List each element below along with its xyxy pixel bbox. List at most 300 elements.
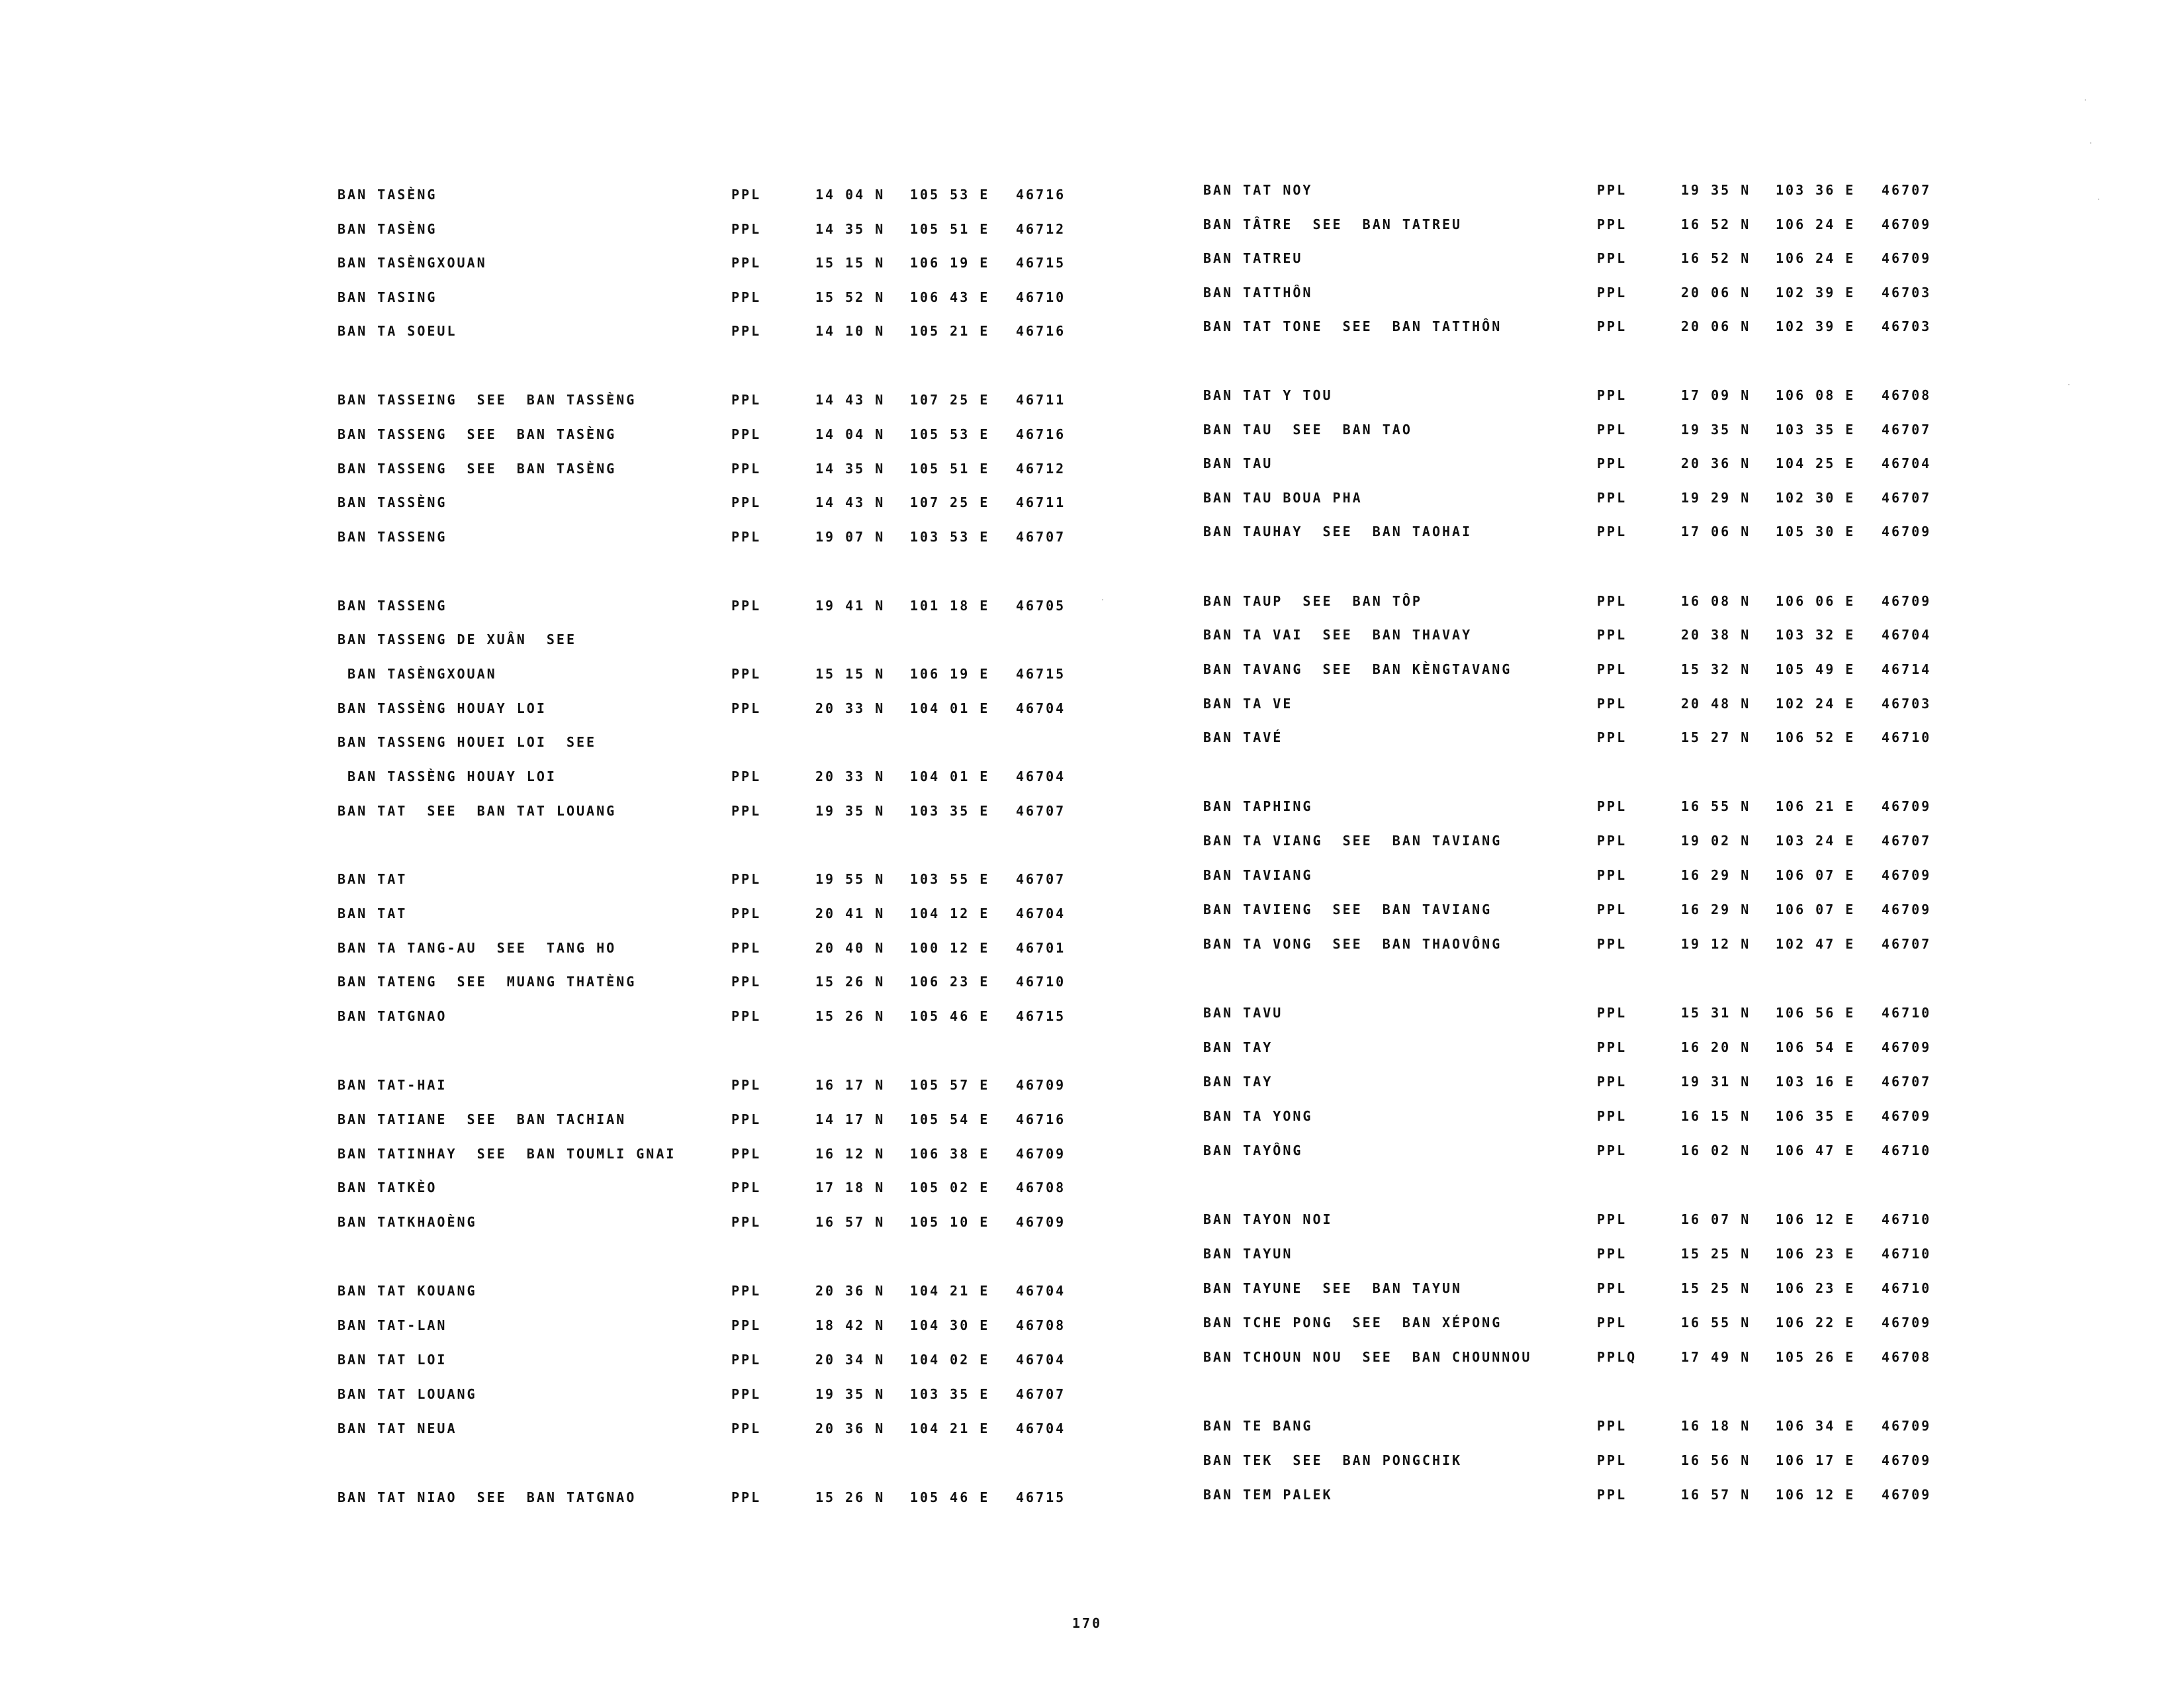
map-sheet: 46703 [1882,285,1932,301]
longitude: 105 30 E [1776,524,1856,539]
feature-code: PPL [1597,285,1627,301]
feature-code: PPL [1597,1108,1627,1124]
place-name: BAN TA YONG [1203,1108,1313,1124]
latitude: 16 17 N [815,1077,886,1093]
map-sheet: 46703 [1882,318,1932,334]
map-sheet: 46704 [1016,1352,1066,1368]
latitude: 16 52 N [1681,216,1751,232]
latitude: 20 06 N [1681,285,1751,301]
latitude: 14 04 N [815,426,886,442]
feature-code: PPL [1597,936,1627,952]
latitude: 15 15 N [815,255,886,271]
gazetteer-entry [1203,1418,1991,1444]
feature-code: PPL [731,221,762,237]
longitude: 105 02 E [910,1180,990,1196]
place-name: BAN TAT-LAN [338,1317,447,1333]
latitude: 17 49 N [1681,1349,1751,1365]
feature-code: PPL [1597,1039,1627,1055]
gazetteer-entry [338,1214,1125,1241]
place-name: BAN TAUHAY SEE BAN TAOHAI [1203,524,1473,539]
page-number: 170 [1072,1615,1103,1631]
gazetteer-entry [1203,593,1991,620]
feature-code: PPL [1597,455,1627,471]
map-sheet: 46704 [1016,906,1066,921]
longitude: 103 35 E [1776,422,1856,438]
longitude: 103 55 E [910,871,990,887]
gazetteer-entry [338,1489,1125,1516]
map-sheet: 46707 [1882,490,1932,506]
longitude: 107 25 E [910,392,990,408]
place-name: BAN TAT SEE BAN TAT LOUANG [338,803,617,819]
latitude: 16 07 N [1681,1211,1751,1227]
feature-code: PPL [731,940,762,956]
longitude: 102 30 E [1776,490,1856,506]
longitude: 106 54 E [1776,1039,1856,1055]
latitude: 20 38 N [1681,627,1751,643]
gazetteer-entry [1203,1211,1991,1238]
map-sheet: 46710 [1882,1211,1932,1227]
longitude: 105 54 E [910,1111,990,1127]
place-name: BAN TATENG SEE MUANG THATÈNG [338,974,637,990]
latitude: 20 36 N [1681,455,1751,471]
feature-code: PPL [1597,250,1627,266]
place-name: BAN TAT NEUA [338,1421,457,1436]
longitude: 105 57 E [910,1077,990,1093]
gazetteer-entry [338,666,1125,692]
place-name: BAN TAT TONE SEE BAN TATTHÔN [1203,318,1502,334]
map-sheet: 46704 [1882,455,1932,471]
map-sheet: 46715 [1016,255,1066,271]
latitude: 14 04 N [815,187,886,203]
map-sheet: 46714 [1882,661,1932,677]
longitude: 102 39 E [1776,285,1856,301]
latitude: 16 02 N [1681,1143,1751,1158]
map-sheet: 46708 [1016,1180,1066,1196]
gazetteer-entry [1203,936,1991,962]
gazetteer-entry [338,1008,1125,1035]
feature-code: PPL [1597,833,1627,849]
longitude: 106 34 E [1776,1418,1856,1434]
longitude: 103 32 E [1776,627,1856,643]
feature-code: PPL [1597,318,1627,334]
place-name: BAN TA VIANG SEE BAN TAVIANG [1203,833,1502,849]
place-name: BAN TASSEING SEE BAN TASSÈNG [338,392,637,408]
feature-code: PPL [1597,798,1627,814]
feature-code: PPL [731,1111,762,1127]
place-name: BAN TAT NIAO SEE BAN TATGNAO [338,1489,637,1505]
longitude: 106 23 E [910,974,990,990]
latitude: 15 26 N [815,1489,886,1505]
latitude: 16 18 N [1681,1418,1751,1434]
place-name: BAN TEK SEE BAN PONGCHIK [1203,1452,1463,1468]
feature-code: PPL [731,700,762,716]
gazetteer-entry [338,803,1125,829]
gazetteer-entry [1203,490,1991,516]
longitude: 100 12 E [910,940,990,956]
longitude: 106 12 E [1776,1211,1856,1227]
longitude: 105 51 E [910,461,990,477]
feature-code: PPL [1597,593,1627,609]
gazetteer-entry [1203,798,1991,825]
gazetteer-entry [1203,182,1991,209]
gazetteer-entry [1203,729,1991,756]
longitude: 106 24 E [1776,250,1856,266]
longitude: 103 16 E [1776,1074,1856,1090]
gazetteer-entry [338,392,1125,418]
place-name: BAN TAU [1203,455,1273,471]
longitude: 106 06 E [1776,593,1856,609]
latitude: 19 35 N [1681,182,1751,198]
latitude: 20 06 N [1681,318,1751,334]
latitude: 18 42 N [815,1317,886,1333]
longitude: 103 35 E [910,803,990,819]
feature-code: PPL [731,974,762,990]
place-name: BAN TE BANG [1203,1418,1313,1434]
feature-code: PPL [1597,867,1627,883]
gazetteer-entry [1203,661,1991,688]
feature-code: PPLQ [1597,1349,1637,1365]
map-sheet: 46707 [1016,529,1066,545]
gazetteer-entry [1203,1039,1991,1066]
feature-code: PPL [1597,627,1627,643]
map-sheet: 46715 [1016,1489,1066,1505]
gazetteer-entry [1203,216,1991,243]
place-name: BAN TÂTRE SEE BAN TATREU [1203,216,1463,232]
map-sheet: 46707 [1882,936,1932,952]
gazetteer-entry [338,187,1125,213]
feature-code: PPL [731,803,762,819]
longitude: 104 01 E [910,700,990,716]
place-name: BAN TASSENG DE XUÂN SEE [338,632,576,647]
feature-code: PPL [1597,490,1627,506]
feature-code: PPL [731,1146,762,1162]
feature-code: PPL [731,187,762,203]
map-sheet: 46704 [1016,700,1066,716]
place-name: BAN TASSENG SEE BAN TASÈNG [338,461,617,477]
latitude: 15 15 N [815,666,886,682]
longitude: 106 47 E [1776,1143,1856,1158]
place-name: BAN TAT Y TOU [1203,387,1333,403]
feature-code: PPL [731,1214,762,1230]
feature-code: PPL [731,392,762,408]
place-name: BAN TAT KOUANG [338,1283,477,1299]
map-sheet: 46709 [1882,1452,1932,1468]
latitude: 16 15 N [1681,1108,1751,1124]
place-name: BAN TAT LOUANG [338,1386,477,1402]
latitude: 19 31 N [1681,1074,1751,1090]
place-name: BAN TAT-HAI [338,1077,447,1093]
map-sheet: 46710 [1882,1143,1932,1158]
longitude: 105 53 E [910,187,990,203]
latitude: 15 52 N [815,289,886,305]
longitude: 106 24 E [1776,216,1856,232]
map-sheet: 46716 [1016,1111,1066,1127]
longitude: 105 46 E [910,1008,990,1024]
map-sheet: 46709 [1882,524,1932,539]
feature-code: PPL [1597,1315,1627,1331]
feature-code: PPL [1597,902,1627,917]
gazetteer-entry [1203,1487,1991,1513]
gazetteer-entry [338,1180,1125,1206]
gazetteer-entry [338,632,1125,658]
longitude: 106 52 E [1776,729,1856,745]
gazetteer-entry [1203,1246,1991,1272]
feature-code: PPL [1597,1452,1627,1468]
longitude: 106 19 E [910,255,990,271]
longitude: 104 12 E [910,906,990,921]
map-sheet: 46715 [1016,666,1066,682]
map-sheet: 46712 [1016,461,1066,477]
latitude: 16 12 N [815,1146,886,1162]
map-sheet: 46709 [1882,867,1932,883]
place-name: BAN TAY [1203,1039,1273,1055]
place-name: BAN TATIANE SEE BAN TACHIAN [338,1111,627,1127]
map-sheet: 46710 [1882,729,1932,745]
gazetteer-entry [338,494,1125,521]
place-name: BAN TATKÈO [338,1180,437,1196]
gazetteer-entry [338,323,1125,350]
gazetteer-entry [338,426,1125,453]
latitude: 15 25 N [1681,1280,1751,1296]
place-name: BAN TAYUN [1203,1246,1293,1262]
map-sheet: 46710 [1882,1005,1932,1021]
longitude: 104 25 E [1776,455,1856,471]
map-sheet: 46716 [1016,323,1066,339]
map-sheet: 46707 [1016,803,1066,819]
longitude: 102 47 E [1776,936,1856,952]
place-name: BAN TAPHING [1203,798,1313,814]
latitude: 19 07 N [815,529,886,545]
latitude: 17 06 N [1681,524,1751,539]
scan-speck [2085,99,2086,101]
map-sheet: 46701 [1016,940,1066,956]
longitude: 106 22 E [1776,1315,1856,1331]
latitude: 16 55 N [1681,798,1751,814]
place-name: BAN TAUP SEE BAN TÔP [1203,593,1422,609]
map-sheet: 46710 [1882,1246,1932,1262]
place-name: BAN TATGNAO [338,1008,447,1024]
place-name: BAN TAVANG SEE BAN KÈNGTAVANG [1203,661,1512,677]
map-sheet: 46709 [1016,1077,1066,1093]
place-name: BAN TAYON NOI [1203,1211,1333,1227]
place-name: BAN TA VAI SEE BAN THAVAY [1203,627,1473,643]
map-sheet: 46704 [1016,1421,1066,1436]
map-sheet: 46708 [1016,1317,1066,1333]
longitude: 106 17 E [1776,1452,1856,1468]
map-sheet: 46709 [1882,1487,1932,1503]
gazetteer-entry [338,221,1125,248]
latitude: 16 56 N [1681,1452,1751,1468]
gazetteer-entry [1203,250,1991,277]
latitude: 15 26 N [815,974,886,990]
map-sheet: 46712 [1016,221,1066,237]
latitude: 15 25 N [1681,1246,1751,1262]
latitude: 14 35 N [815,221,886,237]
gazetteer-entry [1203,318,1991,345]
latitude: 20 33 N [815,700,886,716]
longitude: 106 07 E [1776,867,1856,883]
map-sheet: 46709 [1016,1214,1066,1230]
place-name: BAN TAY [1203,1074,1273,1090]
gazetteer-entry [1203,627,1991,653]
latitude: 16 29 N [1681,902,1751,917]
gazetteer-entry [1203,902,1991,928]
map-sheet: 46709 [1882,216,1932,232]
longitude: 106 19 E [910,666,990,682]
map-sheet: 46707 [1882,833,1932,849]
place-name: BAN TAVU [1203,1005,1283,1021]
map-sheet: 46704 [1882,627,1932,643]
latitude: 16 55 N [1681,1315,1751,1331]
latitude: 17 18 N [815,1180,886,1196]
latitude: 20 34 N [815,1352,886,1368]
map-sheet: 46707 [1882,422,1932,438]
map-sheet: 46704 [1016,1283,1066,1299]
gazetteer-entry [1203,387,1991,414]
map-sheet: 46709 [1882,1315,1932,1331]
place-name: BAN TASSÈNG HOUAY LOI [338,700,547,716]
feature-code: PPL [731,289,762,305]
latitude: 16 57 N [815,1214,886,1230]
feature-code: PPL [731,1317,762,1333]
map-sheet: 46709 [1882,1418,1932,1434]
map-sheet: 46710 [1016,289,1066,305]
map-sheet: 46709 [1882,593,1932,609]
feature-code: PPL [731,1283,762,1299]
feature-code: PPL [731,1489,762,1505]
gazetteer-entry [338,598,1125,624]
latitude: 14 43 N [815,392,886,408]
place-name: BAN TASSENG [338,598,447,614]
place-name: BAN TATTHÔN [1203,285,1313,301]
gazetteer-entry [1203,696,1991,722]
feature-code: PPL [1597,524,1627,539]
map-sheet: 46703 [1882,696,1932,712]
feature-code: PPL [731,1386,762,1402]
map-sheet: 46708 [1882,387,1932,403]
feature-code: PPL [1597,1280,1627,1296]
map-sheet: 46707 [1016,871,1066,887]
feature-code: PPL [731,1077,762,1093]
longitude: 105 10 E [910,1214,990,1230]
map-sheet: 46710 [1882,1280,1932,1296]
longitude: 102 39 E [1776,318,1856,334]
latitude: 15 26 N [815,1008,886,1024]
map-sheet: 46709 [1882,1108,1932,1124]
gazetteer-entry [1203,1315,1991,1341]
feature-code: PPL [731,461,762,477]
latitude: 19 02 N [1681,833,1751,849]
map-sheet: 46709 [1016,1146,1066,1162]
gazetteer-entry [1203,1074,1991,1100]
gazetteer-entry [338,289,1125,316]
latitude: 16 52 N [1681,250,1751,266]
gazetteer-entry [1203,1143,1991,1169]
gazetteer-entry [338,1283,1125,1309]
latitude: 16 08 N [1681,593,1751,609]
feature-code: PPL [731,769,762,784]
latitude: 14 35 N [815,461,886,477]
gazetteer-entry [1203,1005,1991,1031]
scan-speck [2068,384,2070,385]
gazetteer-entry [1203,867,1991,894]
feature-code: PPL [1597,1211,1627,1227]
longitude: 102 24 E [1776,696,1856,712]
place-name: BAN TA TANG-AU SEE TANG HO [338,940,617,956]
latitude: 20 36 N [815,1421,886,1436]
feature-code: PPL [731,1008,762,1024]
place-name: BAN TAVÉ [1203,729,1283,745]
longitude: 105 46 E [910,1489,990,1505]
feature-code: PPL [1597,1074,1627,1090]
longitude: 105 51 E [910,221,990,237]
map-sheet: 46716 [1016,187,1066,203]
gazetteer-entry [1203,455,1991,482]
gazetteer-entry [338,1317,1125,1344]
scan-speck [2090,142,2091,144]
longitude: 105 26 E [1776,1349,1856,1365]
feature-code: PPL [731,906,762,921]
place-name: BAN TASSENG HOUEI LOI SEE [338,734,597,750]
gazetteer-entry [338,940,1125,966]
feature-code: PPL [731,666,762,682]
map-sheet: 46705 [1016,598,1066,614]
place-name: BAN TASÈNGXOUAN [338,666,497,682]
place-name: BAN TAT NOY [1203,182,1313,198]
feature-code: PPL [1597,1418,1627,1434]
longitude: 106 56 E [1776,1005,1856,1021]
place-name: BAN TA SOEUL [338,323,457,339]
longitude: 106 43 E [910,289,990,305]
place-name: BAN TAYÔNG [1203,1143,1303,1158]
feature-code: PPL [1597,1143,1627,1158]
longitude: 106 23 E [1776,1280,1856,1296]
place-name: BAN TAVIENG SEE BAN TAVIANG [1203,902,1492,917]
feature-code: PPL [731,1421,762,1436]
latitude: 15 31 N [1681,1005,1751,1021]
feature-code: PPL [1597,1005,1627,1021]
place-name: BAN TA VE [1203,696,1293,712]
place-name: BAN TATKHAOÈNG [338,1214,477,1230]
latitude: 20 40 N [815,940,886,956]
place-name: BAN TA VONG SEE BAN THAOVÔNG [1203,936,1502,952]
gazetteer-entry [338,769,1125,795]
longitude: 103 53 E [910,529,990,545]
gazetteer-entry [1203,422,1991,448]
place-name: BAN TATREU [1203,250,1303,266]
longitude: 106 12 E [1776,1487,1856,1503]
gazetteer-entry [1203,1108,1991,1135]
gazetteer-entry [1203,1349,1991,1376]
place-name: BAN TEM PALEK [1203,1487,1333,1503]
longitude: 106 38 E [910,1146,990,1162]
gazetteer-entry [338,974,1125,1000]
feature-code: PPL [1597,696,1627,712]
longitude: 103 35 E [910,1386,990,1402]
place-name: BAN TAT LOI [338,1352,447,1368]
feature-code: PPL [731,1180,762,1196]
longitude: 104 21 E [910,1421,990,1436]
feature-code: PPL [1597,729,1627,745]
feature-code: PPL [1597,182,1627,198]
gazetteer-entry [338,906,1125,932]
feature-code: PPL [1597,216,1627,232]
gazetteer-entry [338,529,1125,555]
gazetteer-entry [1203,833,1991,859]
latitude: 15 27 N [1681,729,1751,745]
longitude: 103 24 E [1776,833,1856,849]
latitude: 20 36 N [815,1283,886,1299]
